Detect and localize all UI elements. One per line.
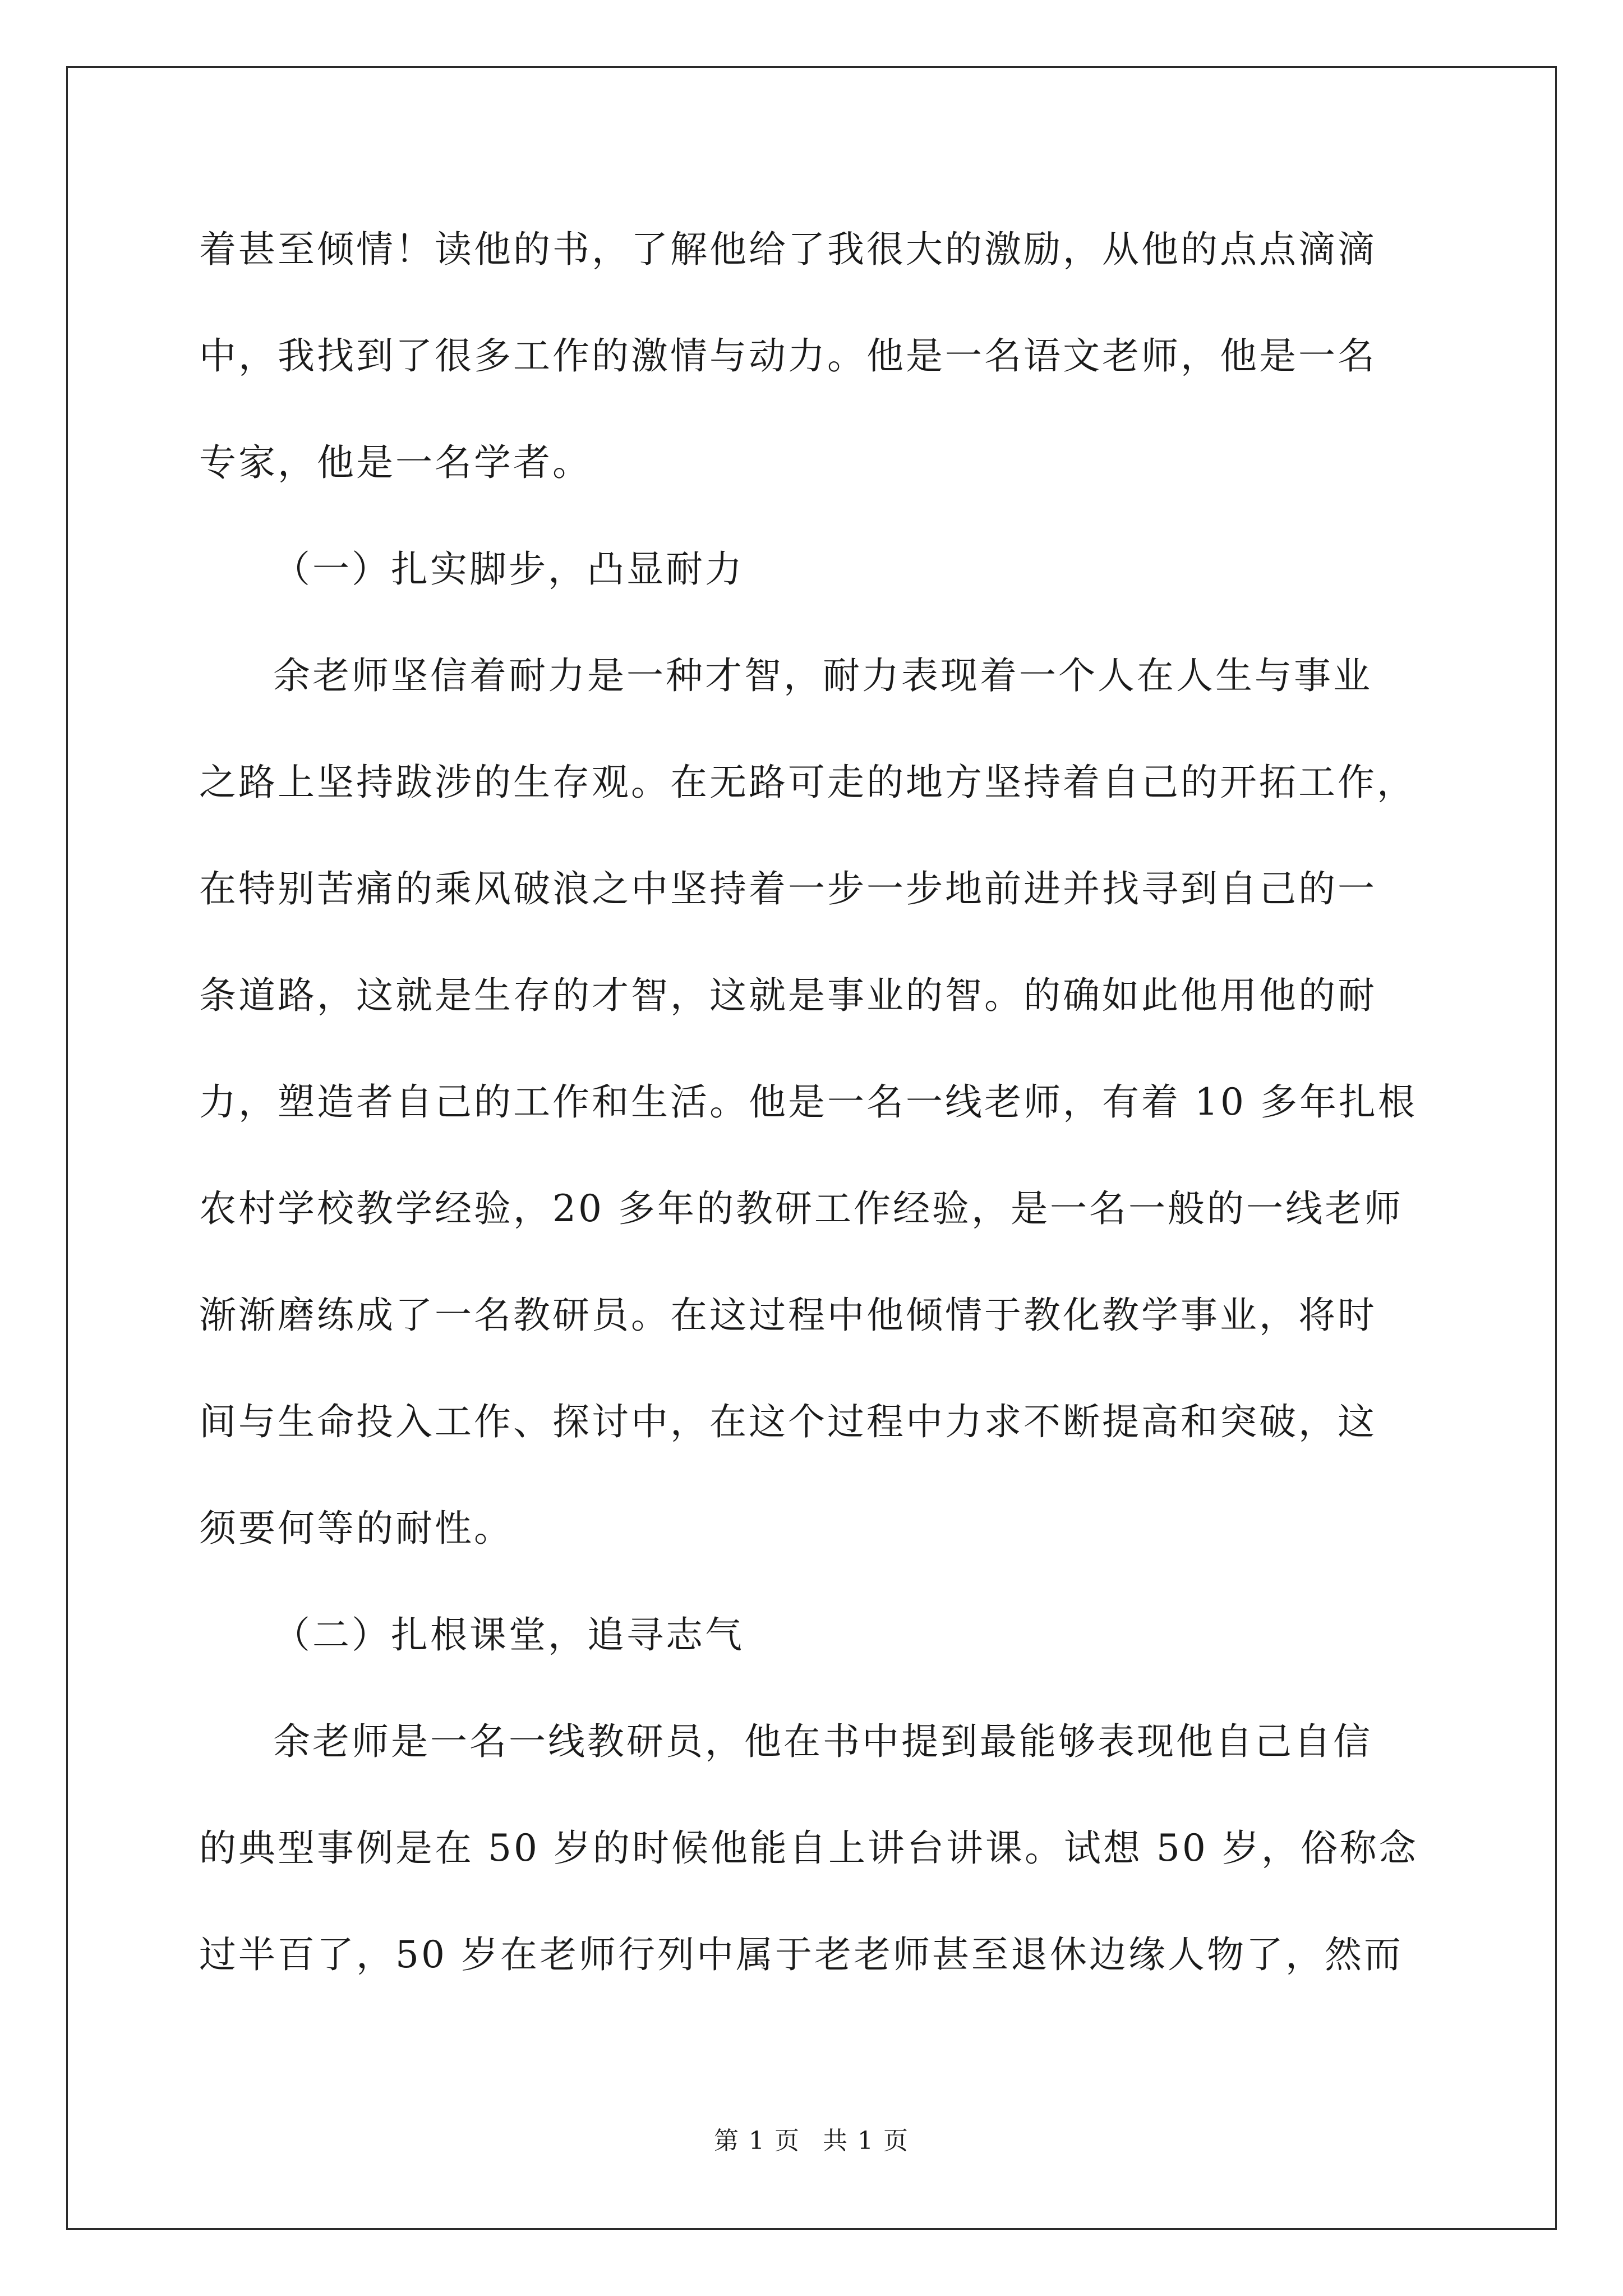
text-line: 条道路，这就是生存的才智，这就是事业的智。的确如此他用他的耐 <box>199 974 1377 1017</box>
text-line: 力，塑造者自己的工作和生活。他是一名一线老师，有着 10 多年扎根 <box>199 1080 1417 1124</box>
page-total: 共 1 页 <box>823 2127 909 2155</box>
text-line: 着甚至倾情！读他的书，了解他给了我很大的激励，从他的点点滴滴 <box>199 228 1377 271</box>
text-line: 间与生命投入工作、探讨中，在这个过程中力求不断提高和突破，这 <box>199 1400 1377 1443</box>
section-heading: （一）扎实脚步，凸显耐力 <box>273 547 744 591</box>
text-line: 的典型事例是在 50 岁的时候他能自上讲台讲课。试想 50 岁，俗称念 <box>199 1826 1418 1870</box>
text-line: 农村学校教学经验，20 多年的教研工作经验，是一名一般的一线老师 <box>199 1187 1403 1230</box>
text-line: 须要何等的耐性。 <box>199 1507 513 1550</box>
section-heading: （二）扎根课堂，追寻志气 <box>273 1613 744 1657</box>
page-footer <box>0 2120 1623 2156</box>
document-body <box>199 196 1433 2008</box>
text-line: 之路上坚持跋涉的生存观。在无路可走的地方坚持着自己的开拓工作， <box>199 761 1416 804</box>
text-line: 专家，他是一名学者。 <box>199 441 592 484</box>
text-line: 中，我找到了很多工作的激情与动力。他是一名语文老师，他是一名 <box>199 334 1377 378</box>
paragraph-start-line: 余老师是一名一线教研员，他在书中提到最能够表现他自己自信 <box>273 1720 1372 1763</box>
text-line: 渐渐磨练成了一名教研员。在这过程中他倾情于教化教学事业，将时 <box>199 1294 1377 1337</box>
text-line: 在特别苦痛的乘风破浪之中坚持着一步一步地前进并找寻到自己的一 <box>199 867 1377 910</box>
text-line: 过半百了，50 岁在老师行列中属于老老师甚至退休边缘人物了，然而 <box>199 1933 1403 1976</box>
page-number: 第 1 页 <box>714 2127 800 2155</box>
paragraph-start-line: 余老师坚信着耐力是一种才智，耐力表现着一个人在人生与事业 <box>273 654 1372 697</box>
